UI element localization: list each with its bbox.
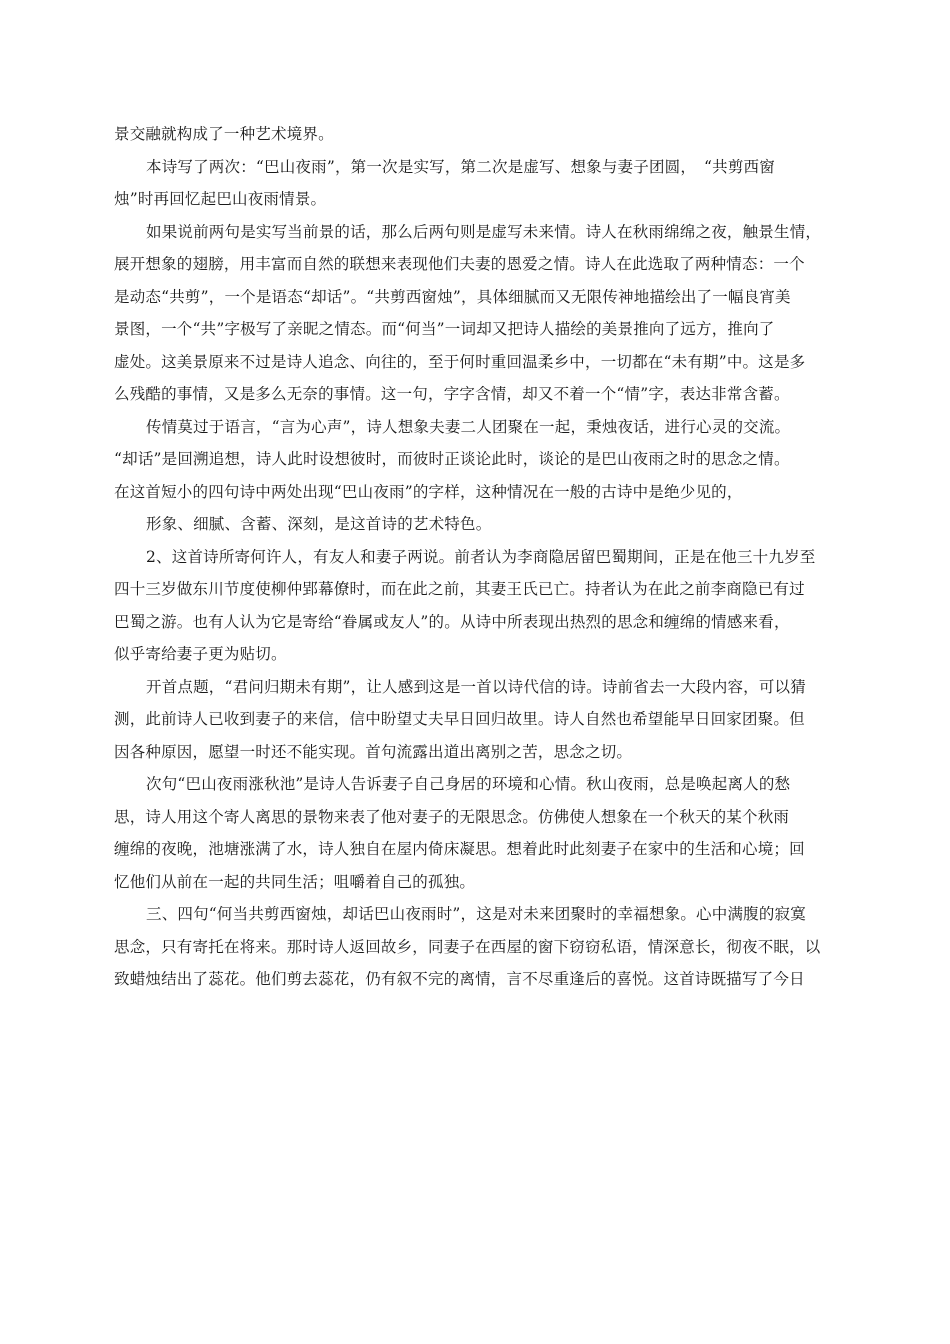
text-line: 2、这首诗所寄何许人，有友人和妻子两说。前者认为李商隐居留巴蜀期间，正是在他三十九岁至: [146, 547, 816, 566]
text-line: 测，此前诗人已收到妻子的来信，信中盼望丈夫早日回归故里。诗人自然也希望能早日回家团聚。但: [114, 710, 805, 728]
text-line: 景图，一个“共”字极写了亲昵之情态。而“何当”一词却又把诗人描绘的美景推向了远方，推向了: [114, 320, 775, 338]
text-line: 思念，只有寄托在将来。那时诗人返回故乡，同妻子在西屋的窗下窃窃私语，情深意长，彻夜不眠，以: [114, 937, 821, 956]
text-line: 忆他们从前在一起的共同生活；咀嚼着自己的孤独。: [114, 872, 476, 891]
text-line: 本诗写了两次：“巴山夜雨”，第一次是实写，第二次是虚写、想象与妻子团圆， “共剪西窗: [146, 157, 775, 176]
text-line: 展开想象的翅膀，用丰富而自然的联想来表现他们夫妻的恩爱之情。诗人在此选取了两种情态：一个: [114, 255, 805, 273]
text-line: 思，诗人用这个寄人离思的景物来表了他对妻子的无限思念。仿佛使人想象在一个秋天的某个秋雨: [114, 807, 790, 826]
text-line: 开首点题，“君问归期未有期”，让人感到这是一首以诗代信的诗。诗前省去一大段内容，可以猜: [146, 677, 806, 696]
text-line: 缠绵的夜晚，池塘涨满了水，诗人独自在屋内倚床凝思。想着此时此刻妻子在家中的生活和心境；回: [114, 840, 805, 858]
text-line: 在这首短小的四句诗中两处出现“巴山夜雨”的字样，这种情况在一般的古诗中是绝少见的，: [114, 482, 743, 501]
text-line: 虚处。这美景原来不过是诗人追念、向往的，至于何时重回温柔乡中，一切都在“未有期”中。这是多: [114, 352, 806, 371]
text-line: 形象、细腻、含蓄、深刻，是这首诗的艺术特色。: [146, 515, 492, 533]
text-line: 似乎寄给妻子更为贴切。: [114, 645, 287, 663]
text-line: 是动态“共剪”，一个是语态“却话”。“共剪西窗烛”，具体细腻而又无限传神地描绘出了一幅良宵美: [114, 287, 791, 306]
text-line: 传情莫过于语言，“言为心声”，诗人想象夫妻二人团聚在一起，秉烛夜话，进行心灵的交流。: [146, 417, 791, 436]
text-line: “却话”是回溯追想，诗人此时设想彼时，而彼时正谈论此时，谈论的是巴山夜雨之时的思念之情。: [114, 450, 790, 468]
text-line: 致蜡烛结出了蕊花。他们剪去蕊花，仍有叙不完的离情，言不尽重逢后的喜悦。这首诗既描写了今日: [114, 970, 805, 988]
document-body: [114, 118, 838, 996]
text-line: 因各种原因，愿望一时还不能实现。首句流露出道出离别之苦，思念之切。: [114, 742, 633, 761]
text-line: 景交融就构成了一种艺术境界。: [114, 125, 334, 143]
text-line: 巴蜀之游。也有人认为它是寄给“眷属或友人”的。从诗中所表现出热烈的思念和缠绵的情感来看，: [114, 612, 790, 631]
text-line: 次句“巴山夜雨涨秋池”是诗人告诉妻子自己身居的环境和心情。秋山夜雨，总是唤起离人的愁: [146, 775, 791, 793]
text-line: 如果说前两句是实写当前景的话，那么后两句则是虚写未来情。诗人在秋雨绵绵之夜，触景生情，: [146, 222, 822, 241]
text-line: 么残酷的事情，又是多么无奈的事情。这一句，字字含情，却又不着一个“情”字，表达非常含蓄。: [114, 385, 790, 403]
text-line: 烛”时再回忆起巴山夜雨情景。: [114, 190, 327, 208]
text-line: 三、四句“何当共剪西窗烛，却话巴山夜雨时”，这是对未来团聚时的幸福想象。心中满腹的寂寞: [146, 905, 806, 923]
text-line: 四十三岁做东川节度使柳仲郢幕僚时，而在此之前，其妻王氏已亡。持者认为在此之前李商隐已有过: [114, 580, 805, 598]
